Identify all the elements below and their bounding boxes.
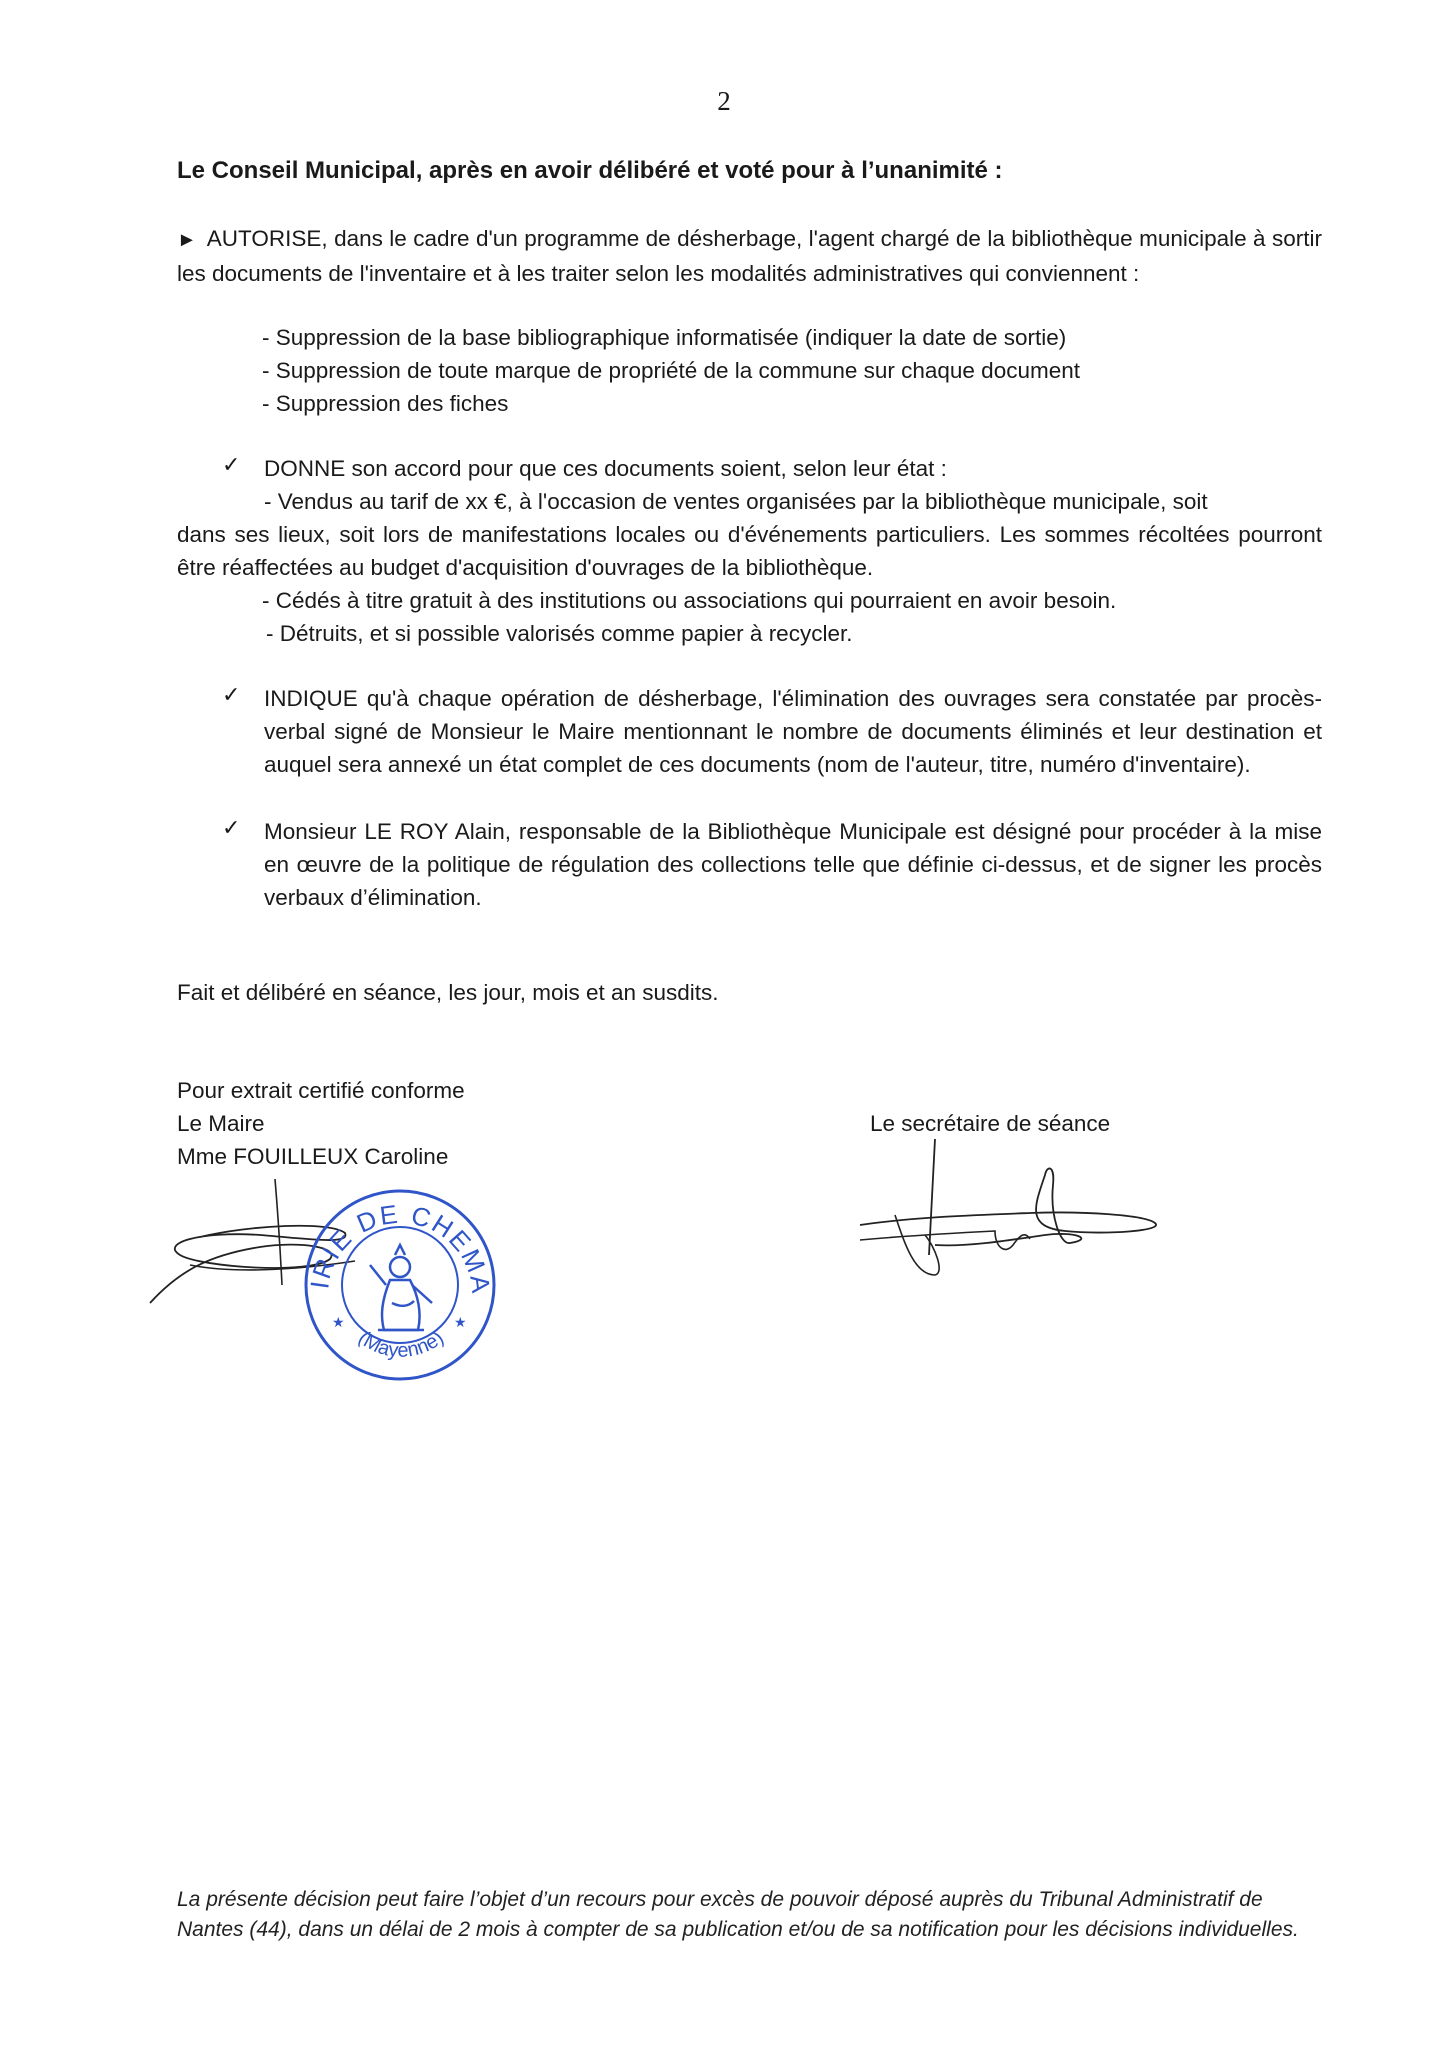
star-icon: ★: [454, 1314, 467, 1330]
triangle-arrow-icon: ►: [177, 229, 197, 251]
legal-notice-footer: La présente décision peut faire l’objet d’un recours pour excès de pouvoir déposé auprès du Tribunal Administratif de Nantes (44), dans un délai de 2 mois à compter de sa publication et/ou de sa notification pour les décisions individuelles.: [177, 1888, 1299, 1941]
checkmark-icon: ✓: [222, 816, 241, 841]
mayor-title: Le Maire: [177, 1111, 265, 1136]
donne-item-destroyed: - Détruits, et si possible valorisés comme papier à recycler.: [266, 621, 853, 646]
donne-item-given: - Cédés à titre gratuit à des institutions ou associations qui pourraient en avoir besoin.: [262, 588, 1117, 613]
autorise-text: AUTORISE, dans le cadre d'un programme de désherbage, l'agent chargé de la bibliothèque municipale à sortir les documents de l'inventaire et à les traiter selon les modalités administratives qui conviennent :: [177, 226, 1322, 286]
checkmark-icon: ✓: [222, 453, 241, 478]
certification-line: Pour extrait certifié conforme: [177, 1078, 465, 1103]
list-item: - Suppression de la base bibliographique informatisée (indiquer la date de sortie): [262, 325, 1067, 350]
indique-text: INDIQUE qu'à chaque opération de désherbage, l'élimination des ouvrages sera constatée par procès-verbal signé de Monsieur le Maire mentionnant le nombre de documents éliminés et leur destination et auquel sera annexé un état complet de ces documents (nom de l'auteur, titre, numéro d'inventaire).: [264, 686, 1322, 777]
mayor-block: [177, 1074, 465, 1173]
council-decision-heading: Le Conseil Municipal, après en avoir délibéré et voté pour à l’unanimité :: [177, 157, 1003, 184]
svg-text:(Mayenne): [354, 1327, 448, 1362]
marianne-figure-icon: [370, 1245, 432, 1330]
autorise-list: [262, 321, 1080, 420]
stamp-top-text: MAIRIE DE CHEMAZE: [288, 1161, 497, 1297]
donne-item-sold-first: - Vendus au tarif de xx €, à l'occasion de ventes organisées par la bibliothèque municipale, soit: [264, 489, 1208, 514]
secretary-signature: [855, 1135, 1175, 1285]
checkmark-icon: ✓: [222, 683, 241, 708]
list-item: - Suppression des fiches: [262, 391, 509, 416]
closing-statement: Fait et délibéré en séance, les jour, mois et an susdits.: [177, 980, 719, 1005]
page-number: 2: [717, 86, 731, 116]
secretary-title: Le secrétaire de séance: [870, 1111, 1111, 1136]
stamp-bottom-text: (Mayenne): [353, 1326, 449, 1362]
star-icon: ★: [332, 1314, 345, 1330]
donne-text: DONNE son accord pour que ces documents soient, selon leur état :: [264, 456, 947, 481]
municipal-stamp: [288, 1161, 500, 1385]
list-item: - Suppression de toute marque de propriété de la commune sur chaque document: [262, 358, 1080, 383]
autorise-paragraph: [177, 222, 1322, 290]
donne-item-sold-rest: dans ses lieux, soit lors de manifestations locales ou d'événements particuliers. Les sommes récoltées pourront être réaffectées au budget d'acquisition d'ouvrages de la bibliothèque.: [177, 522, 1322, 580]
mayor-name: Mme FOUILLEUX Caroline: [177, 1144, 449, 1169]
designation-text: Monsieur LE ROY Alain, responsable de la Bibliothèque Municipale est désigné pour procéder à la mise en œuvre de la politique de régulation des collections telle que définie ci-dessus, et de signer les procès verbaux d’élimination.: [264, 819, 1322, 910]
